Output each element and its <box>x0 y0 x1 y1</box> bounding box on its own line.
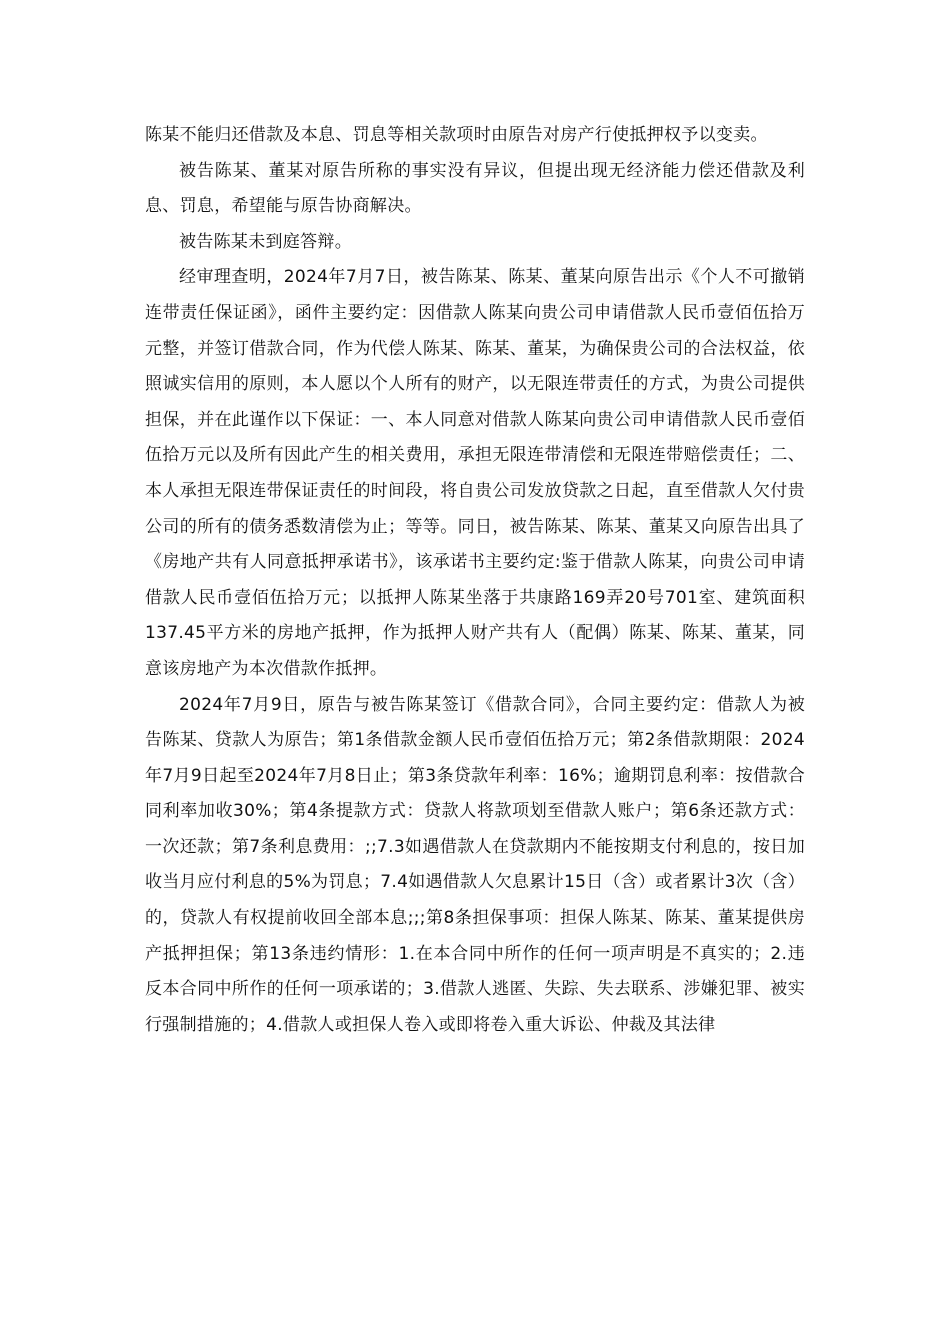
paragraph-loan-contract: 2024年7月9日，原告与被告陈某签订《借款合同》，合同主要约定：借款人为被告陈某、贷款人为原告；第1条借款金额人民币壹佰伍拾万元；第2条借款期限：2024年7月9日起至2024年7月8日止；第3条贷款年利率：16%；逾期罚息利率：按借款合同利率加收30%；第4条提款方式：贷款人将款项划至借款人账户；第6条还款方式：一次还款；第7条利息费用：;;7.3如遇借款人在贷款期内不能按期支付利息的，按日加收当月应付利息的5%为罚息；7.4如遇借款人欠息累计15日（含）或者累计3次（含）的，贷款人有权提前收回全部本息;;;第8条担保事项：担保人陈某、陈某、董某提供房产抵押担保；第13条违约情形：1.在本合同中所作的任何一项声明是不真实的；2.违反本合同中所作的任何一项承诺的；3.借款人逃匿、失踪、失去联系、涉嫌犯罪、被实行强制措施的；4.借款人或担保人卷入或即将卷入重大诉讼、仲裁及其法律 <box>145 694 805 1035</box>
paragraph-findings-guarantee: 经审理查明，2024年7月7日，被告陈某、陈某、董某向原告出示《个人不可撤销连带责任保证函》，函件主要约定：因借款人陈某向贵公司申请借款人民币壹佰伍拾万元整，并签订借款合同，作为代偿人陈某、陈某、董某，为确保贵公司的合法权益，依照诚实信用的原则，本人愿以个人所有的财产，以无限连带责任的方式，为贵公司提供担保，并在此谨作以下保证：一、本人同意对借款人陈某向贵公司申请借款人民币壹佰伍拾万元以及所有因此产生的相关费用，承担无限连带清偿和无限连带赔偿责任；二、本人承担无限连带保证责任的时间段，将自贵公司发放贷款之日起，直至借款人欠付贵公司的所有的债务悉数清偿为止；等等。同日，被告陈某、陈某、董某又向原告出具了《房地产共有人同意抵押承诺书》，该承诺书主要约定:鉴于借款人陈某，向贵公司申请借款人民币壹佰伍拾万元；以抵押人陈某坐落于共康路169弄20号701室、建筑面积137.45平方米的房地产抵押，作为抵押人财产共有人（配偶）陈某、陈某、董某，同意该房地产为本次借款作抵押。 <box>145 267 805 679</box>
document-body <box>145 118 805 1043</box>
paragraph-defendant-absent: 被告陈某未到庭答辩。 <box>179 231 352 252</box>
paragraph-defendant-response: 被告陈某、董某对原告所称的事实没有异议，但提出现无经济能力偿还借款及利息、罚息，希望能与原告协商解决。 <box>145 160 805 217</box>
paragraph-continuation: 陈某不能归还借款及本息、罚息等相关款项时由原告对房产行使抵押权予以变卖。 <box>145 125 768 145</box>
